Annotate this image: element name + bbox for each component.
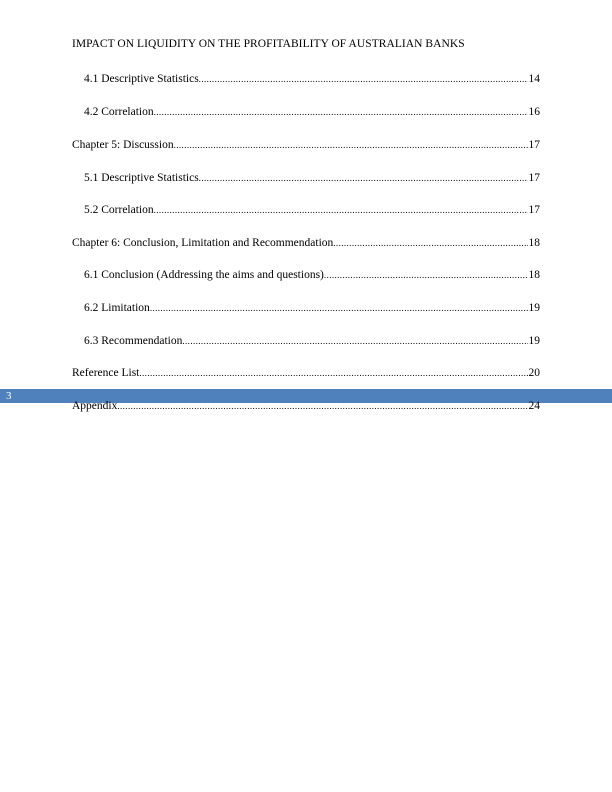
toc-entry-page: 18 xyxy=(528,269,540,281)
toc-entry-title: 6.2 Limitation xyxy=(84,302,150,314)
toc-dot-leader xyxy=(150,301,528,315)
toc-entry[interactable] xyxy=(84,203,540,217)
toc-entry-title: Reference List xyxy=(72,367,140,379)
toc-entry[interactable] xyxy=(84,171,540,185)
page-number: 3 xyxy=(6,390,12,402)
toc-entry[interactable] xyxy=(84,72,540,86)
toc-dot-leader xyxy=(139,366,527,380)
running-head: IMPACT ON LIQUIDITY ON THE PROFITABILITY OF AUSTRALIAN BANKS xyxy=(72,38,465,50)
toc-entry-title: 4.2 Correlation xyxy=(84,106,154,118)
toc-dot-leader xyxy=(333,236,527,250)
toc-entry[interactable] xyxy=(84,105,540,119)
toc-entry[interactable] xyxy=(84,334,540,348)
toc-entry-page: 16 xyxy=(528,106,540,118)
toc-entry-title: Appendix xyxy=(72,400,118,412)
toc-dot-leader xyxy=(154,203,528,217)
toc-dot-leader xyxy=(182,334,527,348)
toc-entry[interactable] xyxy=(84,301,540,315)
toc-entry[interactable] xyxy=(72,236,540,250)
toc-entry-page: 19 xyxy=(528,302,540,314)
toc-entry-page: 24 xyxy=(528,400,540,412)
toc-entry-page: 19 xyxy=(528,335,540,347)
toc-entry-page: 18 xyxy=(528,237,540,249)
toc-dot-leader xyxy=(174,138,528,152)
toc-entry-page: 14 xyxy=(528,73,540,85)
toc-entry[interactable] xyxy=(72,138,540,152)
toc-entry-title: 4.1 Descriptive Statistics xyxy=(84,73,199,85)
toc-dot-leader xyxy=(117,399,527,413)
toc-dot-leader xyxy=(199,171,528,185)
toc-entry[interactable] xyxy=(72,366,540,380)
toc-entry-title: 5.2 Correlation xyxy=(84,204,154,216)
toc-entry-title: Chapter 5: Discussion xyxy=(72,139,174,151)
toc-entry-title: 6.3 Recommendation xyxy=(84,335,183,347)
toc-entry-title: 6.1 Conclusion (Addressing the aims and questions) xyxy=(84,269,324,281)
toc-entry-page: 20 xyxy=(528,367,540,379)
toc-entry-title: 5.1 Descriptive Statistics xyxy=(84,172,199,184)
toc-entry[interactable] xyxy=(72,399,540,413)
toc-entry-page: 17 xyxy=(528,204,540,216)
toc-entry[interactable] xyxy=(84,268,540,282)
toc-dot-leader xyxy=(154,105,528,119)
toc-entry-page: 17 xyxy=(528,172,540,184)
toc-dot-leader xyxy=(324,268,528,282)
toc-dot-leader xyxy=(199,72,528,86)
toc-entry-page: 17 xyxy=(528,139,540,151)
toc-entry-title: Chapter 6: Conclusion, Limitation and Recommendation xyxy=(72,237,334,249)
